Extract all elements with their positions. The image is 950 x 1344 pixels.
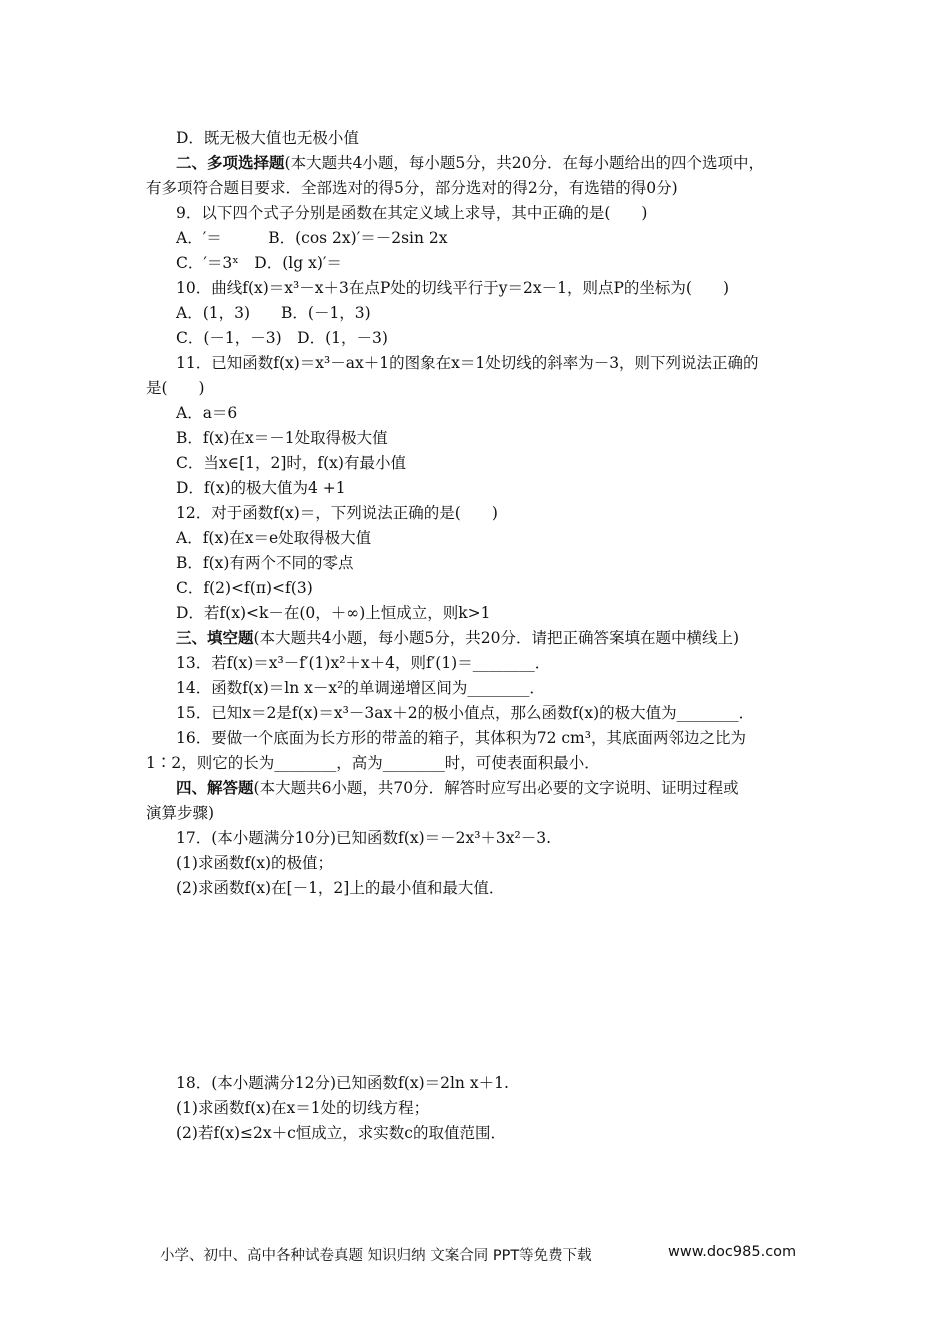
q11-option-a: A．a＝6 xyxy=(176,404,238,422)
q12-stem: 12．对于函数f(x)＝，下列说法正确的是( ) xyxy=(176,504,498,522)
section-2-instructions-cont: 有多项符合题目要求．全部选对的得5分，部分选对的得2分，有选错的得0分) xyxy=(146,179,678,197)
q12-option-a: A．f(x)在x＝e处取得极大值 xyxy=(176,529,372,547)
page-footer xyxy=(160,1244,820,1265)
q9-stem: 9．以下四个式子分别是函数在其定义域上求导，其中正确的是( ) xyxy=(176,204,648,222)
q12-option-c: C．f(2)<f(π)<f(3) xyxy=(176,579,313,597)
section-4-instructions-cont: 演算步骤) xyxy=(146,804,215,822)
q11-option-c: C．当x∈[1，2]时，f(x)有最小值 xyxy=(176,454,406,472)
section-2-title: 二、多项选择题 xyxy=(176,153,285,172)
footer-url[interactable]: www.doc985.com xyxy=(668,1244,797,1260)
section-4-instructions: (本大题共6小题，共70分．解答时应写出必要的文字说明、证明过程或 xyxy=(253,779,739,797)
q9-options-cd: C．′＝3ˣ D．(lg x)′＝ xyxy=(176,254,342,272)
q10-stem: 10．曲线f(x)＝x³－x＋3在点P处的切线平行于y＝2x－1，则点P的坐标为( ) xyxy=(176,279,730,297)
q12-option-b: B．f(x)有两个不同的零点 xyxy=(176,554,354,572)
section-4-header xyxy=(176,778,846,798)
q16-cont: 1∶2，则它的长为________，高为________时，可使表面积最小． xyxy=(146,754,600,772)
q10-options-ab: A．(1，3) B．(－1，3) xyxy=(176,304,371,322)
q14: 14．函数f(x)＝ln x－x²的单调递增区间为________． xyxy=(176,679,545,697)
footer-text: 小学、初中、高中各种试卷真题 知识归纳 文案合同 PPT等免费下载 xyxy=(160,1248,592,1264)
q11-stem-cont: 是( ) xyxy=(146,379,205,397)
q11-stem: 11．已知函数f(x)＝x³－ax＋1的图象在x＝1处切线的斜率为－3，则下列说法正确的 xyxy=(176,354,759,372)
q12-option-d: D．若f(x)<k－在(0，＋∞)上恒成立，则k>1 xyxy=(176,604,491,622)
q17-stem: 17．(本小题满分10分)已知函数f(x)＝－2x³＋3x²－3. xyxy=(176,829,552,847)
q16: 16．要做一个底面为长方形的带盖的箱子，其体积为72 cm³，其底面两邻边之比为 xyxy=(176,729,746,747)
section-4-title: 四、解答题 xyxy=(176,778,254,797)
q10-options-cd: C．(－1，－3) D．(1，－3) xyxy=(176,329,388,347)
q15: 15．已知x＝2是f(x)＝x³－3ax＋2的极小值点，那么函数f(x)的极大值为________． xyxy=(176,704,755,722)
section-2-header xyxy=(176,153,846,173)
q18-part-2: (2)若f(x)≤2x＋c恒成立，求实数c的取值范围． xyxy=(176,1124,506,1142)
q17-part-2: (2)求函数f(x)在[－1，2]上的最小值和最大值． xyxy=(176,879,505,897)
section-3-instructions: (本大题共4小题，每小题5分，共20分．请把正确答案填在题中横线上) xyxy=(253,629,740,647)
q18-part-1: (1)求函数f(x)在x＝1处的切线方程； xyxy=(176,1099,430,1117)
q17-part-1: (1)求函数f(x)的极值； xyxy=(176,854,334,872)
section-2-instructions: (本大题共4小题，每小题5分，共20分．在每小题给出的四个选项中， xyxy=(284,154,765,172)
q9-options-ab: A．′＝ B．(cos 2x)′＝－2sin 2x xyxy=(176,229,448,247)
q11-option-b: B．f(x)在x＝－1处取得极大值 xyxy=(176,429,388,447)
section-3-title: 三、填空题 xyxy=(176,628,254,647)
q8-option-d: D．既无极大值也无极小值 xyxy=(176,129,359,147)
section-3-header xyxy=(176,628,846,648)
q13: 13．若f(x)＝x³－f′(1)x²＋x＋4，则f′(1)＝________． xyxy=(176,654,551,672)
q11-option-d: D．f(x)的极大值为4 +1 xyxy=(176,479,346,497)
q18-stem: 18．(本小题满分12分)已知函数f(x)＝2ln x＋1. xyxy=(176,1074,509,1092)
